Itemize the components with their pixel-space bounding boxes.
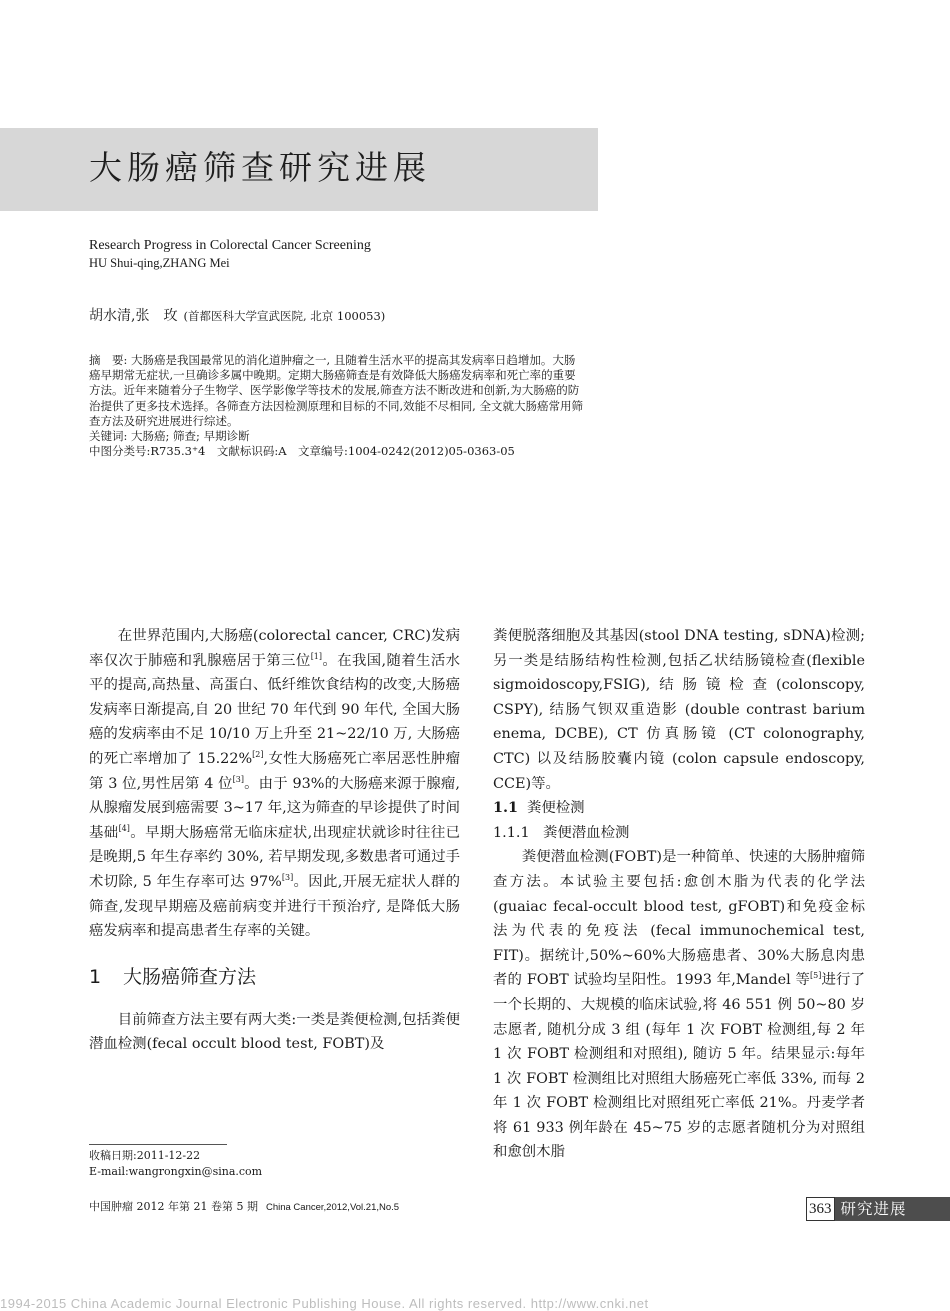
- fobt-paragraph: [493, 845, 865, 1165]
- journal-en: China Cancer,2012,Vol.21,No.5: [266, 1202, 399, 1213]
- abstract-label: 摘 要:: [89, 353, 127, 367]
- right-column: [493, 624, 865, 1165]
- page-title: 大肠癌筛查研究进展: [89, 146, 431, 190]
- received-date: 收稿日期:2011-12-22: [89, 1148, 262, 1164]
- english-title: Research Progress in Colorectal Cancer Screening: [89, 237, 371, 254]
- affiliation: (首都医科大学宣武医院, 北京 100053): [183, 309, 385, 323]
- citation[interactable]: [2]: [252, 750, 263, 759]
- section-heading: [89, 964, 460, 990]
- text-run: ,女性大肠癌死亡率居恶性肿瘤第 3 位,男性居第 4 位: [89, 751, 460, 792]
- text-run: 进行了一个长期的、大规模的临床试验,将 46 551 例 50~80 岁志愿者, 随机分成 3 组 (每年 1 次 FOBT 检测组,每 2 年 1 次 FOBT 检测组和对照组), 随访 5 年。结果显示:每年 1 次 FOBT 检测组比对照组大肠癌死亡率低 33%, 而每 2 年 1 次 FOBT 检测组比对照组死亡率低 21%。丹麦学者将 61 933 例年龄在 45~75 岁的志愿者随机分为对照组和愈创木脂: [493, 972, 865, 1160]
- page-tag: [806, 1197, 950, 1221]
- abstract: [89, 353, 586, 459]
- abstract-text: [89, 353, 586, 429]
- journal-cn: 中国肿瘤 2012 年第 21 卷第 5 期: [89, 1200, 258, 1213]
- citation[interactable]: [1]: [311, 652, 322, 661]
- text-run: 粪便潜血检测(FOBT)是一种简单、快速的大肠肿瘤筛查方法。本试验主要包括:愈创木脂为代表的化学法(guaiac fecal-occult blood test, gFOBT)和免疫金标法为代表的免疫法 (fecal immunochemical test, FIT)。据统计,50%~60%大肠癌患者、30%大肠息肉患者的 FOBT 试验均呈阳性。1993 年,Mandel 等: [493, 849, 865, 988]
- english-authors: HU Shui-qing,ZHANG Mei: [89, 255, 230, 271]
- left-column: [89, 624, 460, 1057]
- text-run: 。由于 93%的大肠癌来源于腺瘤,从腺瘤发展到癌需要 3~17 年,这为筛查的早诊提供了时间基础: [89, 776, 460, 841]
- subsection-number: 1.1: [493, 796, 527, 821]
- citation[interactable]: [4]: [119, 824, 130, 833]
- subsubsection-number: 1.1.1: [493, 821, 543, 846]
- authors: 胡水清,张 玫: [89, 308, 177, 324]
- footnote-divider: [89, 1144, 227, 1145]
- section-title: 大肠癌筛查方法: [123, 966, 256, 988]
- methods-paragraph: 目前筛查方法主要有两大类:一类是粪便检测,包括粪便潜血检测(fecal occult blood test, FOBT)及: [89, 1008, 460, 1057]
- text-run: 在世界范围内,大肠癌(colorectal cancer, CRC)发病率仅次于肺癌和乳腺癌居于第三位: [89, 628, 460, 669]
- section-number: 1: [89, 964, 123, 990]
- citation[interactable]: [3]: [282, 873, 293, 882]
- footnote: [89, 1148, 262, 1180]
- intro-paragraph: [89, 624, 460, 944]
- classification: 中图分类号:R735.3⁺4 文献标识码:A 文章编号:1004-0242(2012)05-0363-05: [89, 444, 586, 459]
- section-label: 研究进展: [835, 1197, 950, 1221]
- copyright-watermark: 1994-2015 China Academic Journal Electronic Publishing House. All rights reserved. http://www.cnki.net: [0, 1296, 649, 1311]
- citation[interactable]: [3]: [233, 775, 244, 784]
- subsubsection-title: 粪便潜血检测: [543, 825, 629, 841]
- abstract-body: 大肠癌是我国最常见的消化道肿瘤之一, 且随着生活水平的提高其发病率日趋增加。大肠癌早期常无症状,一旦确诊多属中晚期。定期大肠癌筛查是有效降低大肠癌发病率和死亡率的重要方法。近年来随着分子生物学、医学影像学等技术的发展,筛查方法不断改进和创新,为大肠癌的防治提供了更多技术选择。各筛查方法因检测原理和目标的不同,效能不尽相同, 全文就大肠癌常用筛查方法及研究进展进行综述。: [89, 353, 583, 428]
- text-run: 。因此,开展无症状人群的筛查,发现早期癌及癌前病变并进行干预治疗, 是降低大肠癌发病率和提高患者生存率的关键。: [89, 874, 460, 939]
- methods-continued: 粪便脱落细胞及其基因(stool DNA testing, sDNA)检测;另一类是结肠结构性检测,包括乙状结肠镜检查(flexible sigmoidoscopy,FSIG),结肠镜检查(colonscopy, CSPY), 结肠气钡双重造影 (double contrast barium enema, DCBE), CT 仿真肠镜 (CT colonography, CTC) 以及结肠胶囊内镜 (colon capsule endoscopy, CCE)等。: [493, 624, 865, 796]
- subsection-heading: [493, 796, 865, 821]
- subsubsection-heading: [493, 821, 865, 846]
- journal-footer: [89, 1199, 399, 1216]
- page-number: 363: [806, 1197, 835, 1221]
- author-email[interactable]: E-mail:wangrongxin@sina.com: [89, 1164, 262, 1180]
- subsection-title: 粪便检测: [527, 800, 585, 816]
- authors-line: [89, 307, 385, 325]
- text-run: 。在我国,随着生活水平的提高,高热量、高蛋白、低纤维饮食结构的改变,大肠癌发病率日渐提高,自 20 世纪 70 年代到 90 年代, 全国大肠癌的发病率由不足 10/10 万上升至 21~22/10 万, 大肠癌的死亡率增加了 15.22%: [89, 653, 460, 767]
- text-run: 。早期大肠癌常无临床症状,出现症状就诊时往往已是晚期,5 年生存率约 30%, 若早期发现,多数患者可通过手术切除, 5 年生存率可达 97%: [89, 825, 460, 890]
- citation[interactable]: [5]: [810, 972, 821, 981]
- keywords: 关键词: 大肠癌; 筛查; 早期诊断: [89, 429, 586, 444]
